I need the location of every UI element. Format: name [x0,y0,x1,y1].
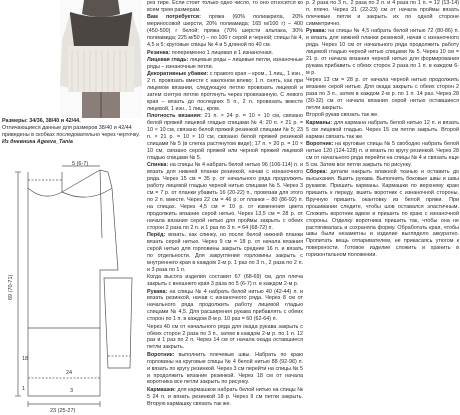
paragraph-heading: Резинка: [147,49,171,56]
paragraph: Кармашки: для кармашков набрать белой нитью на спицы № 5 24 п. и вязать резинкой 18 р. Через 9 см петли закрыть. Вторую кармашку связать так же. [147,386,303,407]
width-label: 23 (25-27) [50,408,76,414]
paragraph-heading: Карманы: [306,119,333,126]
right-column [306,0,459,415]
paragraph-heading: Рукава: [147,288,168,295]
source-caption: Из дневника Ageeva_Tania [2,138,73,145]
label-24: 24 [66,370,73,376]
paragraph-heading: Сборка: [306,169,328,176]
paragraph: Сборка: детали накрыть влажной тканью и оставить до высыхания. Вшить рукава. Выполнить боковые швы и швы рукавов. Пришить карманы. Кармашки по верхнему краю пришить к переду, вшить воротник с изнаночной стороны. Вручную пришить окантовку из белой пряжи. При прошивании следите, чтобы шов оставался эластичным. Сложить воротник вдвое и пришить по краю с изнаночной стороны. Отделку воротника пришить так, чтобы она не растягивалась и сохраняла форму. Обработать края, чтобы швы были незаметны и изделие выглядело аккуратно. Пропитать вещь отпаривателем, не прикасаясь утюгом к поверхности. Готовое изделие сложить и хранить в горизонтальном положении. [306,169,459,259]
paragraph: Рукава: на спицы № 4 набрать белой нитью 40 (42-44) п. и вязать резинкой, начав с изнаночного ряда. Через 8 см от начального ряда продолжить работу лицевой гладью спицами № 4,5. Для расширения рукава прибавлять с обеих сторон по 1 п. в каждом 8-м р. 10 раз = 60 (62-64) п. [147,288,303,323]
sweater-illustration [60,0,142,118]
left-column [0,0,143,415]
height-label: 69 (70-71) [8,274,14,300]
paragraph-heading: Спинка: [147,162,169,169]
paragraph: Второй рукав связать так же. [306,112,379,119]
paragraph-heading: Плотность вязания: [147,113,202,120]
paragraph-heading: Воротник: [306,141,334,148]
paragraph: Когда высота изделия составит 67 (68-69) см, для плеча закрыть с внешнего края 3 раза по 5 (6-7) п. в каждом 2-м р. [147,274,303,287]
paragraph: Лицевая гладь: лицевые ряды – лицевые петли, изнаночные ряды – изнаночные петли. [147,57,303,70]
paragraph-heading: Воротник: [147,351,175,358]
paragraph-heading: Вам потребуется: [147,14,201,21]
paragraph-heading: Кармашки: [147,386,176,393]
sizes-caption: Размеры: 34/36, 38/40 и 42/44. [2,118,81,124]
paragraph: Карманы: для кармана набрать белой нитью 12 п. и вязать 5 см лицевой гладью. Через 15 см петли закрыть. Второй карман связать так же. [306,119,459,140]
paragraph-heading: Лицевая гладь: [147,57,189,64]
paragraph: Перёд: вязать, как спинку, но после белой нижней планки вязать серой нитью. Через 9 см = 18 р. от начала вязания серой нитью для горловины закрыть средние 16 п. и вязать по отдельности. Для закругления горловины закрыть с внутреннего края в каждом 2-м р. 1 раз по 3 п., 2 раза по 2 п. и 3 раза по 1 п. [147,232,303,273]
paragraph: Воротник: на круговые спицы № 5 свободно набрать белой нитью 120 (124-128) п. и вязать по кругу резинкой. Через 28 см от начального ряда перейти на спицы № 4 и связать еще 5 см. Затем все петли закрыть по рисунку. [306,141,459,168]
paragraph-heading: Декоративные убавки: [147,71,209,78]
label-1: 1 [22,386,26,392]
paragraph-heading: Рукава: [306,28,327,35]
captions [2,118,142,146]
paragraph-heading: Перёд: [147,232,166,239]
paragraph: Декоративные убавки: с правого края – кром., 1 лиц., 1 изн., 2 п. провязать вместе с наклоном влево: 1 п. снять, как при лицевом вязании, следующую петлю провязать лицевой и затем снятую петлю протянуть через провязанную. С левого края – вязать до последних 5 п., 2 п. провязать вместе лицевой, 1 изн., 1 лиц., кром. [147,71,303,112]
paragraph: Вам потребуется: пряжа (60% полиакрила, 20% мериносовой шерсти, 20% полиамида; 165 м/100 г) – 400 (450-500) г белой; пряжа (70% шерсти альпака, 30% полиамида; 225 м/50 г) – по 100 г серой и черной; спицы № 4, 4,5 и 5; круговые спицы № 4 и 5 длиной по 40 см. [147,14,303,49]
middle-column [147,0,303,415]
label-18: 18 [22,356,29,362]
paragraph: Воротник: выполнить плечевые швы. Набрать по краю горловины на круговые спицы № 4 белой нитью 88 (92-96) п. и вязать по кругу резинкой. Через 3 см перейти на спицы № 5 и продолжить вязание резинкой. Через 18 см от начала воротника все петли закрыть по рисунку. [147,351,303,386]
pattern-diagram [0,160,143,415]
paragraph: р. 2 раза по 3 п., 2 раза по 2 п. и 4 раза по 1 п. = 12 (13-14) п. плечо. Через 21 (22-23) см от начала проймы вязать плечевые петли и закрыть их по одной стороне симметрично. [306,0,459,27]
paragraph: Плотность вязания: 21 п. × 24 р. = 10 × 10 см, связано белой пряжей лицевой гладью спицами № 4; 20 п. × 21 р. = 10 × 10 см, связано белой пряжей резинкой спицами № 5; 23 п. × 21 р. = 10 × 10 см, связано белой пряжей резинкой спицами № 5 (в слегка растянутом виде); 17 п. × 20 р. = 10 × 10 см, связано серой пряжей или черной пряжей лицевой гладью спицами № 5. [147,113,303,161]
paragraph: Резинка: попеременно 1 лицевая и 1 изнаночная. [147,49,274,56]
sleeve-label: 5 (6-7) [72,161,89,167]
paragraph: рез тире. Если стоит только одно число, то оно относится ко всем трем размерам. [147,0,303,13]
paragraph: Рукава: на спицы № 4,5 набрать белой нитью 72 (80-86) п. и вязать для нижней планки резинкой, начав с изнаночного ряда. Через 10 см от начального ряда продолжить работу лицевой гладью черной нитью спицами № 5. Через 10 см = 21 р. от начала вязания черной нитью для формирования рукава прибавить с обеих сторон 2 раза по 1 п. в каждом 6-м р. [306,28,459,76]
paragraph: Через 13 см = 28 р. от начала черной нитью продолжить вязание серой нитью. Для окада закрыть с обеих сторон 2 раза по 3 п., затем в каждом 2-м р. по 1 п. 14 раз. Через 28 (30-32) см от начала вязания серой нитью оставшиеся петли закрыть. [306,77,459,111]
note-caption: Отличающиеся данные для размеров 38/40 и 42/44 приведены в скобках последовательно через черточку. [2,124,140,138]
paragraph: Спинка: на спицы № 4 набрать белой нитью 96 (106-114) п. и вязать для нижней планки резинкой, начав с изнаночного ряда. Через 15 см = 35 р. от начального ряда продолжить работу лицевой гладью черной нитью спицами № 5. Через 3 см = 7 р. от планки убавить 16 (20-22) п., провязав для этого по 2 п. вместе. Через 22 см = 46 р. от планки – 80 (86-92) п. на спицах. Через 4,5 см = 10 р. от изменения цвета продолжить вязание серой нитью. Через 13,5 см = 28 р. от начала вязания серой нитью для проймы закрыть с обеих сторон 2 раза по 2 п. и 1 раз по 3 п. = 64 (68-72) п. [147,162,303,231]
paragraph: Через 40 см от начального ряда для окада рукава закрыть с обеих сторон 2 раза по 3 п., затем в каждом 2-м р. по 1 п. 12 раз и 1 раз по 2 п. Через 14 см от начала окада оставшиеся петли закрыть. [147,323,303,351]
label-3: 3 [70,388,74,394]
pattern-labels [8,161,88,414]
sweater-photo [60,0,142,118]
